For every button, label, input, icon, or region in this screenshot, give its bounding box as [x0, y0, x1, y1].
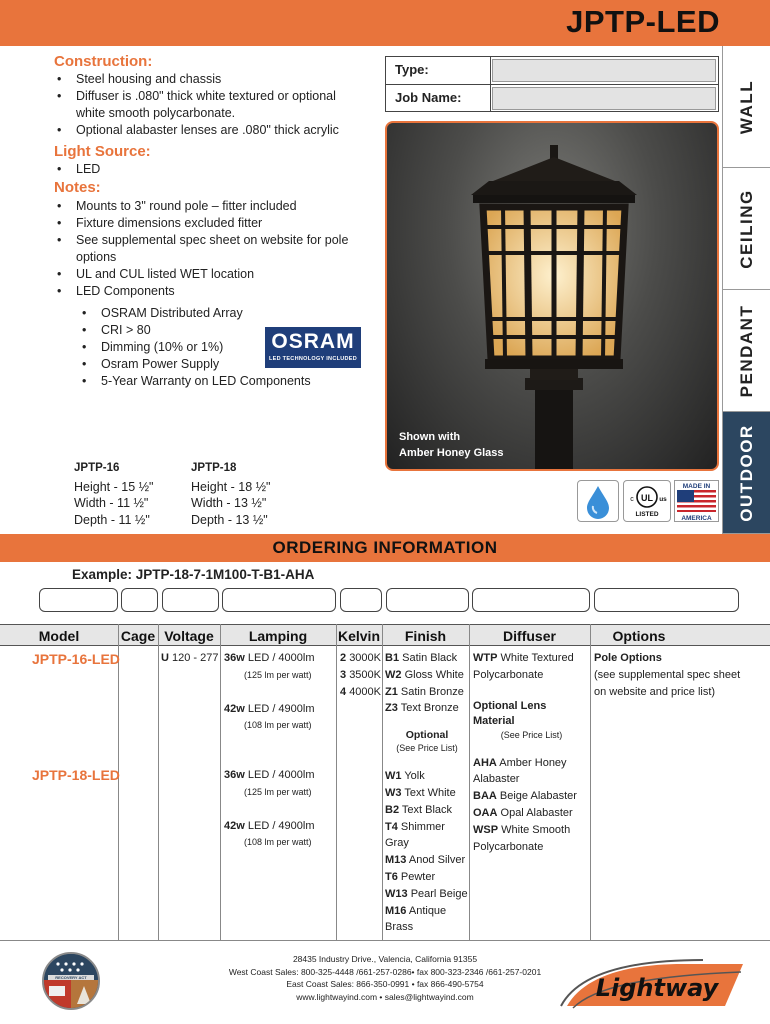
list-item: • LED [54, 161, 374, 178]
footer-east-sales: East Coast Sales: 866-350-0991 • fax 866-490-5754 [286, 979, 484, 989]
list-item: • Fixture dimensions excluded fitter [54, 215, 374, 232]
tab-outdoor[interactable] [722, 412, 770, 534]
job-row [386, 85, 718, 112]
col-finish: Finish [404, 628, 447, 644]
footer-west-sales: West Coast Sales: 800-325-4448 /661-257-0286• fax 800-323-2346 /661-257-0201 [228, 966, 542, 977]
list-item-text: options [76, 250, 117, 264]
tab-wall[interactable] [722, 46, 770, 168]
list-item: • Steel housing and chassis [54, 71, 374, 88]
order-box-kelvin[interactable] [340, 588, 382, 612]
svg-text:MADE IN: MADE IN [682, 483, 711, 490]
construction-heading: Construction: [54, 53, 153, 70]
list-item: • LED Components [54, 283, 374, 300]
dim-depth: Depth - 11 ½" [74, 512, 150, 527]
svg-text:AMERICA: AMERICA [681, 515, 712, 521]
list-item: OAA Opal Alabaster [473, 806, 573, 819]
job-label: Job Name: [395, 90, 462, 105]
list-item: W13 Pearl Beige [385, 887, 468, 900]
product-photo [385, 121, 719, 471]
tab-wall-label: WALL [736, 79, 756, 134]
osram-badge [265, 327, 361, 368]
options-heading: Pole Options [594, 652, 662, 664]
order-box-options[interactable] [594, 588, 739, 612]
list-item: • Osram Power Supply [79, 356, 339, 373]
col-options: Options [612, 628, 666, 644]
order-box-voltage[interactable] [162, 588, 219, 612]
dim-width: Width - 11 ½" [74, 496, 149, 510]
ul-listed-icon [623, 480, 671, 522]
ordering-bar [0, 534, 770, 562]
notes-list [54, 198, 374, 300]
caption-line1: Shown with [399, 431, 461, 443]
col-divider [336, 624, 337, 940]
list-item: BAA Beige Alabaster [473, 790, 577, 803]
list-item: 2 3000K [340, 652, 381, 664]
type-job-form [385, 56, 719, 112]
kelvin-options [340, 650, 382, 700]
list-item: Z3 Text Bronze [385, 702, 459, 715]
lamping-jptp18: 36w LED / 4000lm (125 lm per watt) 42w LED / 4900lm (108 lm per watt) [224, 769, 315, 848]
list-item: • Diffuser is .080" thick white textured or optional [54, 88, 374, 105]
col-divider [590, 624, 591, 940]
type-row [386, 57, 718, 84]
list-item: • Mounts to 3" round pole – fitter included [54, 198, 374, 215]
svg-text:c: c [630, 496, 634, 503]
finish-optional-note: (See Price List) [396, 743, 458, 754]
list-item: T4 Shimmer Gray [385, 820, 445, 850]
col-diffuser: Diffuser [503, 628, 556, 644]
category-tabs [722, 46, 770, 534]
construction-list [54, 71, 374, 139]
col-kelvin: Kelvin [337, 628, 380, 644]
pole-options [594, 650, 744, 700]
list-item: • CRI > 80 [79, 322, 339, 339]
osram-tagline: LED TECHNOLOGY INCLUDED [268, 356, 358, 362]
model-jptp16: JPTP-16-LED [32, 651, 120, 667]
list-item: • UL and CUL listed WET location [54, 266, 374, 283]
order-box-cage[interactable] [121, 588, 158, 612]
photo-caption [399, 429, 504, 461]
finish-options [385, 650, 469, 936]
list-item: • See supplemental spec sheet on website for pole [54, 232, 374, 249]
list-item: AHA Amber Honey Alabaster [473, 756, 567, 786]
dim-model: JPTP-16 [74, 462, 120, 474]
list-item: Z1 Satin Bronze [385, 685, 464, 698]
list-item: W2 Gloss White [385, 668, 464, 681]
list-item: B2 Text Black [385, 803, 453, 816]
order-box-diffuser[interactable] [472, 588, 590, 612]
ordering-table-header [0, 624, 770, 646]
list-item: Polycarbonate [473, 840, 544, 853]
light-source-list [54, 161, 374, 178]
col-lamping: Lamping [248, 628, 308, 644]
list-item: 4 4000K [340, 685, 381, 698]
osram-name: OSRAM [271, 330, 355, 353]
footer-web[interactable]: www.lightwayind.com • sales@lightwayind.com [296, 991, 474, 1002]
ordering-title: ORDERING INFORMATION [272, 538, 498, 557]
tab-ceiling-label: CEILING [736, 188, 756, 269]
col-divider [158, 624, 159, 940]
voltage-option [161, 650, 219, 667]
list-item: WSP White Smooth [473, 823, 571, 836]
voltage-code: U [161, 652, 169, 664]
model-jptp18: JPTP-18-LED [32, 767, 120, 783]
list-item: • OSRAM Distributed Array [79, 305, 339, 322]
list-item: M13 Anod Silver [385, 854, 466, 867]
lens-note: (See Price List) [500, 729, 563, 740]
svg-text:us: us [659, 496, 667, 503]
ordering-example: Example: JPTP-18-7-1M100-T-B1-AHA [72, 567, 315, 582]
list-item: B1 Satin Black [385, 652, 458, 664]
lantern-illustration [387, 123, 719, 471]
list-item: W3 Text White [385, 786, 456, 799]
caption-line2: Amber Honey Glass [399, 447, 504, 459]
order-box-lamping[interactable] [222, 588, 336, 612]
made-in-america-icon [674, 480, 719, 522]
list-item-text: white smooth polycarbonate. [76, 106, 236, 120]
svg-text:Lightway: Lightway [595, 974, 719, 1002]
footer-address: 28435 Industry Drive., Valencia, California 91355 [292, 954, 478, 964]
col-divider [469, 624, 470, 940]
wet-location-icon [577, 480, 619, 522]
dim-height: Height - 18 ½" [191, 479, 271, 494]
tab-ceiling[interactable] [722, 168, 770, 290]
list-item: M16 Antique Brass [385, 904, 447, 934]
list-item: • 5-Year Warranty on LED Components [79, 373, 339, 390]
dim-width: Width - 13 ½" [191, 496, 267, 510]
lightway-logo [553, 958, 749, 1012]
tab-pendant-label: PENDANT [736, 304, 756, 397]
diffuser-options [473, 650, 590, 855]
dimensions-jptp16 [74, 460, 153, 528]
light-source-heading: Light Source: [54, 143, 151, 160]
list-item: Polycarbonate [473, 668, 544, 681]
table-bottom-rule [0, 940, 770, 941]
col-voltage: Voltage [164, 628, 214, 644]
options-text: on website and price list) [594, 685, 716, 698]
dimensions-jptp18 [191, 460, 270, 528]
voltage-text: 120 - 277 [172, 652, 219, 664]
svg-text:RECOVERY ACT: RECOVERY ACT [55, 975, 87, 980]
notes-heading: Notes: [54, 179, 101, 196]
col-divider [220, 624, 221, 940]
list-item: • Dimming (10% or 1%) [79, 339, 339, 356]
list-item: • Optional alabaster lenses are .080" thick acrylic [54, 122, 374, 139]
tab-pendant[interactable] [722, 290, 770, 412]
dim-height: Height - 15 ½" [74, 479, 154, 494]
list-item: WTP White Textured [473, 652, 574, 664]
job-name-field[interactable] [492, 87, 716, 110]
svg-text:UL: UL [641, 493, 653, 503]
lamping-jptp16: 36w LED / 4000lm (125 lm per watt) 42w LED / 4900lm (108 lm per watt) [224, 652, 315, 731]
finish-optional-heading: Optional [405, 729, 449, 742]
lens-heading: Optional Lens Material [473, 699, 547, 727]
col-divider [382, 624, 383, 940]
list-item: T6 Pewter [385, 870, 436, 883]
dim-model: JPTP-18 [191, 462, 237, 474]
list-item: 3 3500K [340, 668, 381, 681]
svg-text:LISTED: LISTED [635, 511, 659, 518]
page-title: JPTP-LED [566, 4, 720, 39]
type-field[interactable] [492, 59, 716, 82]
list-item: W1 Yolk [385, 770, 425, 783]
options-text: (see supplemental spec sheet [594, 668, 741, 681]
dim-depth: Depth - 13 ½" [191, 512, 268, 527]
tab-outdoor-label: OUTDOOR [736, 423, 756, 522]
col-cage: Cage [120, 628, 156, 644]
col-model: Model [38, 628, 80, 644]
order-box-model[interactable] [39, 588, 118, 612]
list-item [54, 105, 374, 122]
order-box-finish[interactable] [386, 588, 469, 612]
list-item [54, 249, 374, 266]
type-label: Type: [395, 62, 429, 77]
header-bar [0, 0, 770, 46]
